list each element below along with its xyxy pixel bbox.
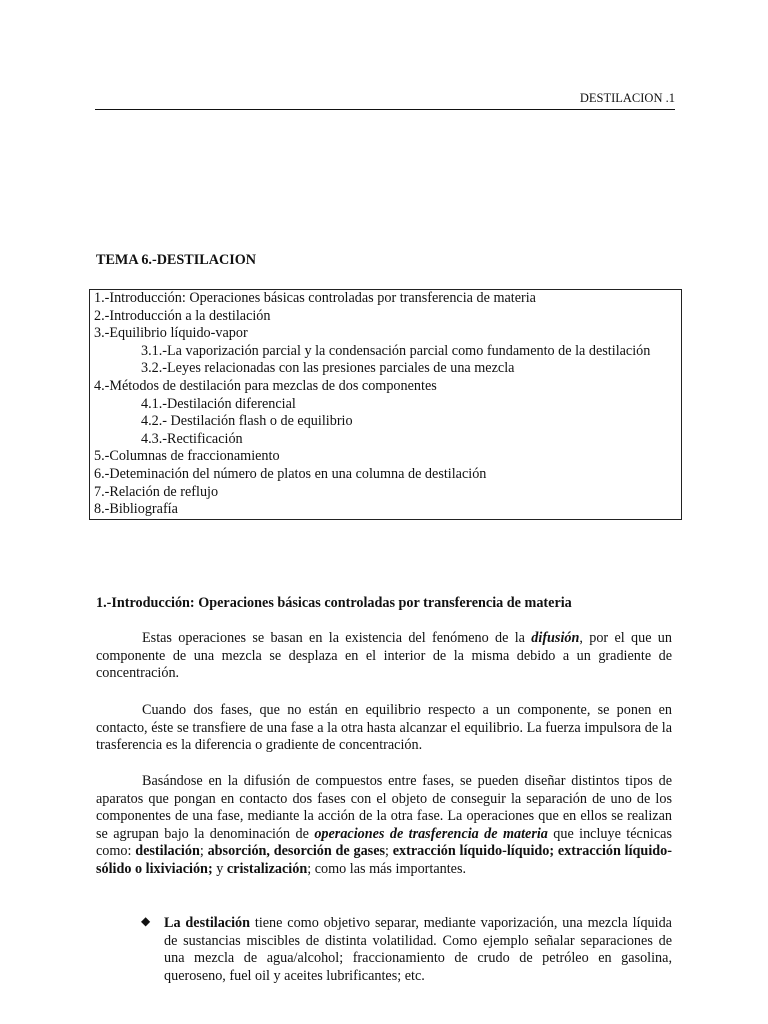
diamond-bullet-icon: ◆ xyxy=(141,914,151,928)
bold-term: extracción líquido-líquido; extracción líquido-sólido o lixiviación; xyxy=(96,843,672,877)
running-header xyxy=(95,91,675,110)
emphasis-term: operaciones de trasferencia de materia xyxy=(314,825,548,842)
emphasis-term: difusión xyxy=(531,630,580,646)
toc-item: 1.-Introducción: Operaciones básicas controladas por transferencia de materia xyxy=(94,290,536,306)
paragraph-equilibrio: Cuando dos fases, que no están en equilibrio respecto a un componente, se ponen en contacto, éste se transfiere de una fase a la otra hasta alcanzar el equilibrio. La fuerza impulsora de la trasferencia es la diferencia o gradiente de concentración. xyxy=(96,702,672,754)
text-run: tiene como objetivo separar, mediante vaporización, una mezcla líquida de sustancias miscibles de distinta volatilidad. Como ejemplo señalar separaciones de una mezcla de agua/alcohol; fraccionamiento de crudo de petróleo en gasolina, queroseno, fuel oil y aceites lubrificantes; etc. xyxy=(164,915,672,984)
toc-subitem: 3.2.-Leyes relacionadas con las presiones parciales de una mezcla xyxy=(141,360,515,377)
toc-subitem: 4.1.-Destilación diferencial xyxy=(141,395,296,412)
toc-subitem: 3.1.-La vaporización parcial y la condensación parcial como fundamento de la destilación xyxy=(141,342,651,359)
text-run: y xyxy=(212,860,227,877)
bold-term: La destilación xyxy=(164,915,251,931)
text-run: Basándose en la difusión de compuestos entre fases, se pueden diseñar distintos tipos de aparatos que pongan en contacto dos fases con el objeto de conseguir la separación de uno de los componentes de una fase, mediante la acción de la otra fase. La operaciones que en ellos se realizan se agrupan bajo la denominación de xyxy=(96,773,672,842)
text-run: que incluye técnicas como: xyxy=(96,825,672,860)
toc-subitem: 4.3.-Rectificación xyxy=(141,430,243,447)
toc-item: 3.-Equilibrio líquido-vapor xyxy=(94,325,248,342)
paragraph-operaciones xyxy=(96,773,672,879)
chapter-title: TEMA 6.-DESTILACION xyxy=(96,252,257,268)
section-heading: 1.-Introducción: Operaciones básicas controladas por transferencia de materia xyxy=(96,595,572,611)
toc-item: 8.-Bibliografía xyxy=(94,501,178,518)
paragraph-difusion xyxy=(96,630,672,683)
text-run: ; xyxy=(199,843,208,860)
text-run: ; xyxy=(385,843,393,860)
toc-item: 5.-Columnas de fraccionamiento xyxy=(94,448,280,465)
text-run: , por el que un componente de una mezcla se desplaza en el interior de la misma debido a un gradiente de concentración. xyxy=(96,630,672,682)
toc-subitem: 4.2.- Destilación flash o de equilibrio xyxy=(141,413,353,430)
text-run: ; como las más importantes. xyxy=(307,860,467,877)
table-of-contents xyxy=(89,289,682,520)
bold-term: cristalización xyxy=(226,860,308,877)
bold-term: absorción, desorción de gases xyxy=(207,843,386,860)
toc-item: 2.-Introducción a la destilación xyxy=(94,307,271,324)
bold-term: destilación xyxy=(135,843,200,860)
toc-item: 6.-Deteminación del número de platos en una columna de destilación xyxy=(94,465,487,482)
text-run: Estas operaciones se basan en la existencia del fenómeno de la xyxy=(142,630,532,646)
running-title: DESTILACION .1 xyxy=(579,91,675,105)
bullet-destilacion xyxy=(164,915,672,985)
toc-item: 7.-Relación de reflujo xyxy=(94,483,219,500)
toc-item: 4.-Métodos de destilación para mezclas de dos componentes xyxy=(94,377,437,394)
